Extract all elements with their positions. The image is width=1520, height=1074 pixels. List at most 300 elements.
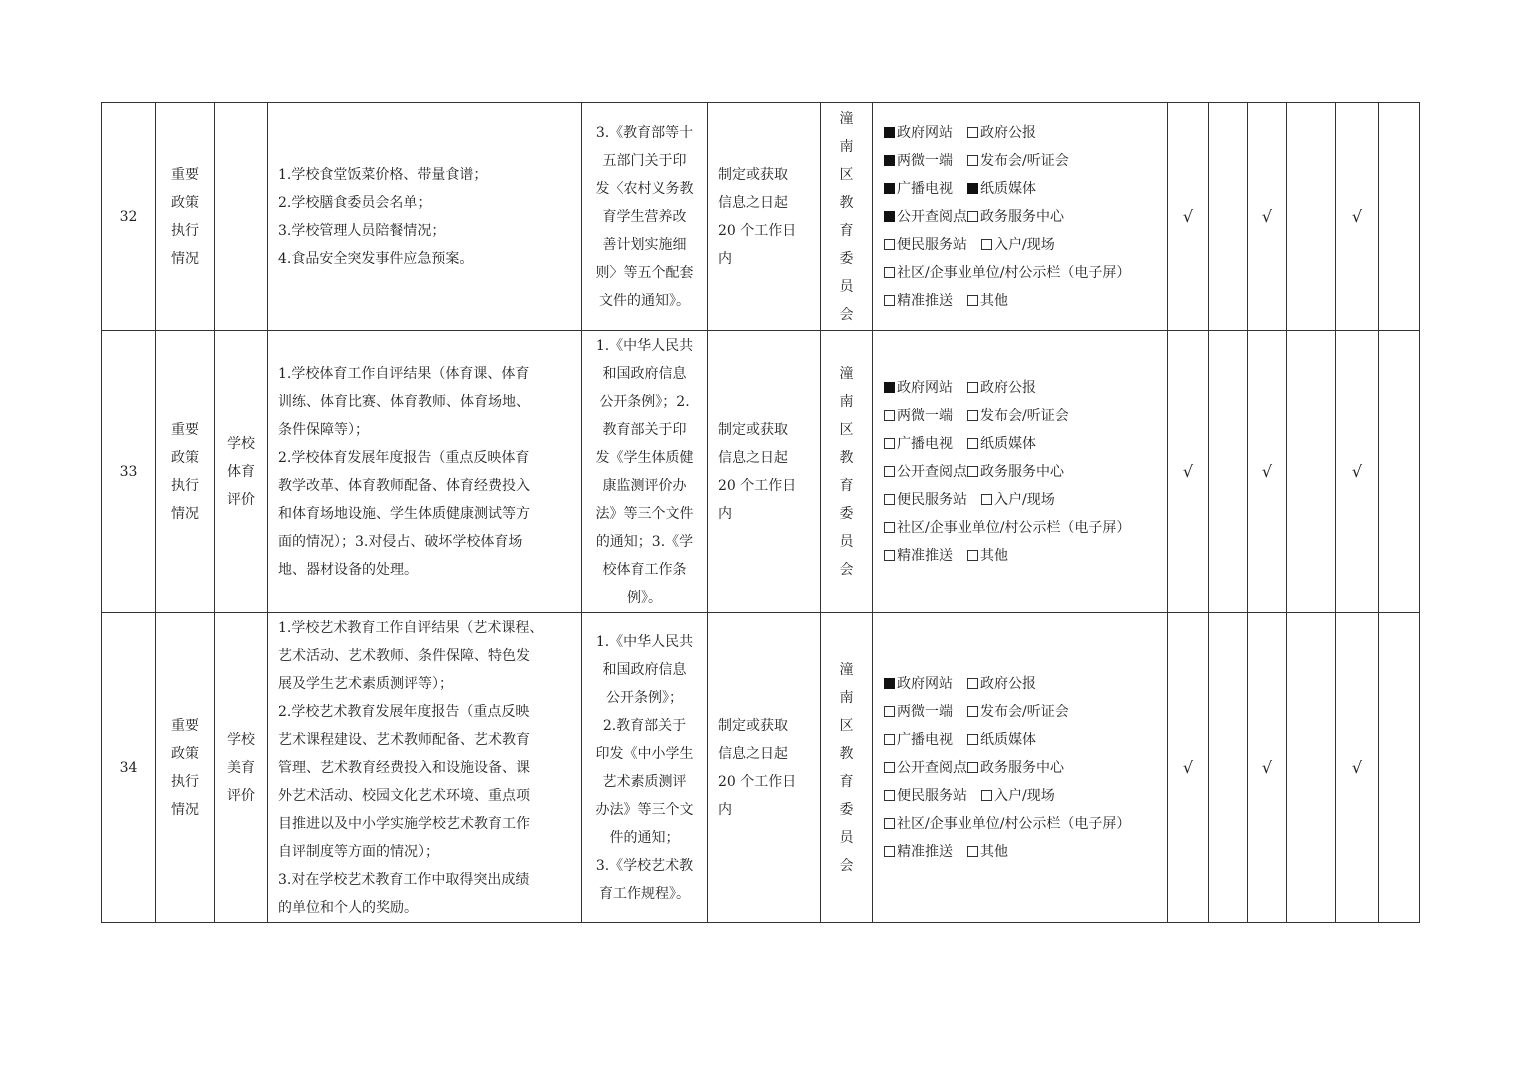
unchecked-box-icon[interactable] — [967, 846, 978, 857]
channel-option[interactable] — [967, 374, 1036, 402]
channel-option[interactable] — [884, 782, 967, 810]
subject-char: 育 — [839, 222, 854, 239]
channel-label: 便民服务站 — [897, 787, 967, 804]
unchecked-box-icon[interactable] — [884, 438, 895, 449]
row-number: 34 — [119, 759, 138, 776]
mark-cell — [1168, 103, 1209, 331]
channel-option[interactable] — [967, 430, 1036, 458]
mark-cell — [1168, 331, 1209, 613]
subject-char: 潼 — [839, 661, 854, 678]
channel-line — [884, 754, 1167, 782]
checkmark: √ — [1351, 206, 1363, 226]
time-line: 信息之日起 — [718, 449, 788, 466]
checkmark: √ — [1261, 461, 1273, 481]
channel-option[interactable] — [884, 810, 1130, 838]
channel-line — [884, 458, 1167, 486]
subject-cell — [821, 103, 873, 331]
checkmark: √ — [1261, 757, 1273, 777]
subject-char: 南 — [839, 138, 854, 155]
channel-option[interactable] — [884, 119, 953, 147]
channel-label: 政府公报 — [980, 379, 1036, 396]
content-line: 2.学校膳食委员会名单； — [278, 194, 432, 211]
channel-label: 公开查阅点 — [897, 759, 967, 776]
unchecked-box-icon[interactable] — [884, 239, 895, 250]
time-limit-cell — [708, 103, 821, 331]
content-line: 1.学校艺术教育工作自评结果（艺术课程、 — [278, 619, 544, 636]
subcategory-cell — [215, 331, 268, 613]
subcategory-line: 体育 — [227, 463, 255, 480]
content-line: 3.学校管理人员陪餐情况； — [278, 222, 446, 239]
time-line: 内 — [718, 250, 732, 267]
category-line: 执行 — [171, 773, 199, 790]
basis-line: 1.《中华人民共 — [595, 337, 694, 354]
channel-label: 公开查阅点 — [897, 463, 967, 480]
content-line: 和体育场地设施、学生体质健康测试等方 — [278, 505, 530, 522]
category-cell — [156, 103, 215, 331]
mark-cell — [1209, 103, 1248, 331]
time-line: 20 个工作日 — [718, 222, 797, 239]
channel-option[interactable] — [884, 203, 967, 231]
channel-option[interactable] — [967, 119, 1036, 147]
channel-option[interactable] — [967, 402, 1069, 430]
unchecked-box-icon[interactable] — [884, 466, 895, 477]
content-line: 训练、体育比赛、体育教师、体育场地、 — [278, 393, 530, 410]
basis-line: 校体育工作条 — [602, 561, 687, 578]
checkmark: √ — [1351, 461, 1363, 481]
channel-option[interactable] — [884, 754, 967, 782]
checked-box-icon[interactable] — [884, 183, 895, 194]
channel-option[interactable] — [884, 698, 953, 726]
channel-line — [884, 542, 1167, 570]
category-line: 重要 — [171, 717, 199, 734]
channel-line — [884, 147, 1167, 175]
basis-line: 2.教育部关于 — [602, 717, 687, 734]
subject-char: 员 — [839, 533, 854, 550]
channel-line — [884, 231, 1167, 259]
basis-line: 康监测评价办 — [602, 477, 687, 494]
basis-line: 发《学生体质健 — [595, 449, 694, 466]
channel-option[interactable] — [884, 838, 953, 866]
channel-option[interactable] — [884, 486, 967, 514]
channel-label: 其他 — [980, 292, 1008, 309]
checkmark: √ — [1182, 757, 1194, 777]
unchecked-box-icon[interactable] — [884, 790, 895, 801]
unchecked-box-icon[interactable] — [884, 494, 895, 505]
category-line: 政策 — [171, 449, 199, 466]
subject-char: 育 — [839, 773, 854, 790]
content-cell — [268, 103, 582, 331]
channel-line — [884, 287, 1167, 315]
channel-label: 精准推送 — [897, 547, 953, 564]
basis-line: 法》等三个文件 — [595, 505, 694, 522]
checked-box-icon[interactable] — [884, 678, 895, 689]
basis-line: 教育部关于印 — [602, 421, 687, 438]
channel-label: 广播电视 — [897, 731, 953, 748]
subject-char: 南 — [839, 689, 854, 706]
basis-cell — [582, 103, 708, 331]
channel-line — [884, 119, 1167, 147]
content-line: 管理、艺术教育经费投入和设施设备、课 — [278, 759, 530, 776]
basis-cell — [582, 331, 708, 613]
checked-box-icon[interactable] — [967, 183, 978, 194]
row-number-cell — [102, 613, 156, 923]
unchecked-box-icon[interactable] — [967, 127, 978, 138]
channel-label: 政府网站 — [897, 675, 953, 692]
content-line: 1.学校体育工作自评结果（体育课、体育 — [278, 365, 530, 382]
row-number-cell — [102, 103, 156, 331]
channel-label: 政务服务中心 — [980, 463, 1064, 480]
basis-line: 和国政府信息 — [602, 661, 687, 678]
mark-cell — [1248, 103, 1287, 331]
content-cell — [268, 331, 582, 613]
content-line: 艺术课程建设、艺术教师配备、艺术教育 — [278, 731, 530, 748]
row-number: 33 — [119, 463, 138, 480]
mark-cell — [1379, 613, 1420, 923]
mark-cell — [1379, 331, 1420, 613]
subcategory-line: 学校 — [227, 731, 255, 748]
subject-char: 区 — [839, 166, 854, 183]
category-cell — [156, 613, 215, 923]
table-row — [102, 103, 1420, 331]
unchecked-box-icon[interactable] — [884, 550, 895, 561]
unchecked-box-icon[interactable] — [967, 678, 978, 689]
mark-cell — [1287, 103, 1336, 331]
category-line: 情况 — [171, 250, 199, 267]
unchecked-box-icon[interactable] — [967, 211, 978, 222]
channel-label: 政务服务中心 — [980, 208, 1064, 225]
disclosure-table — [101, 102, 1420, 923]
unchecked-box-icon[interactable] — [967, 155, 978, 166]
unchecked-box-icon[interactable] — [981, 239, 992, 250]
subcategory-cell — [215, 613, 268, 923]
channel-line — [884, 259, 1167, 287]
basis-line: 印发《中小学生 — [595, 745, 694, 762]
channel-label: 广播电视 — [897, 435, 953, 452]
subject-cell — [821, 331, 873, 613]
category-line: 重要 — [171, 421, 199, 438]
content-line: 2.学校体育发展年度报告（重点反映体育 — [278, 449, 530, 466]
table-row — [102, 613, 1420, 923]
channel-option[interactable] — [884, 458, 967, 486]
checked-box-icon[interactable] — [884, 127, 895, 138]
content-line: 目推进以及中小学实施学校艺术教育工作 — [278, 815, 530, 832]
content-cell — [268, 613, 582, 923]
basis-line: 育学生营养改 — [602, 208, 687, 225]
basis-line: 的通知；3.《学 — [595, 533, 694, 550]
channel-line — [884, 698, 1167, 726]
unchecked-box-icon[interactable] — [884, 522, 895, 533]
channels-cell — [873, 331, 1168, 613]
basis-line: 件的通知； — [609, 829, 680, 846]
channel-option[interactable] — [981, 486, 1055, 514]
channel-option[interactable] — [884, 402, 953, 430]
channel-option[interactable] — [884, 259, 1130, 287]
mark-cell — [1379, 103, 1420, 331]
time-line: 制定或获取 — [718, 717, 788, 734]
subject-char: 委 — [839, 801, 854, 818]
time-limit-cell — [708, 613, 821, 923]
subject-char: 委 — [839, 250, 854, 267]
subject-char: 潼 — [839, 110, 854, 127]
channel-label: 纸质媒体 — [980, 180, 1036, 197]
time-limit-cell — [708, 331, 821, 613]
checkmark: √ — [1351, 757, 1363, 777]
channel-option[interactable] — [884, 287, 953, 315]
channel-label: 纸质媒体 — [980, 731, 1036, 748]
checkmark: √ — [1182, 206, 1194, 226]
basis-line: 发〈农村义务教 — [595, 180, 694, 197]
content-line: 展及学生艺术素质测评等）； — [278, 675, 453, 692]
subject-char: 员 — [839, 829, 854, 846]
channel-option[interactable] — [967, 670, 1036, 698]
channel-label: 便民服务站 — [897, 236, 967, 253]
unchecked-box-icon[interactable] — [884, 762, 895, 773]
channel-option[interactable] — [884, 670, 953, 698]
category-line: 重要 — [171, 166, 199, 183]
content-line: 艺术活动、艺术教师、条件保障、特色发 — [278, 647, 530, 664]
channel-option[interactable] — [884, 430, 953, 458]
channel-option[interactable] — [884, 231, 967, 259]
subcategory-line: 评价 — [227, 491, 255, 508]
time-line: 制定或获取 — [718, 421, 788, 438]
unchecked-box-icon[interactable] — [884, 295, 895, 306]
channel-label: 发布会/听证会 — [980, 703, 1069, 720]
mark-cell — [1209, 331, 1248, 613]
time-line: 内 — [718, 801, 732, 818]
subcategory-line: 美育 — [227, 759, 255, 776]
unchecked-box-icon[interactable] — [967, 295, 978, 306]
channels-cell — [873, 103, 1168, 331]
channel-label: 入户/现场 — [994, 236, 1055, 253]
channel-line — [884, 430, 1167, 458]
channel-label: 社区/企事业单位/村公示栏（电子屏） — [897, 815, 1131, 832]
basis-line: 3.《学校艺术教 — [595, 857, 694, 874]
unchecked-box-icon[interactable] — [884, 734, 895, 745]
channel-line — [884, 810, 1167, 838]
channel-option[interactable] — [884, 147, 953, 175]
subject-char: 区 — [839, 717, 854, 734]
channel-label: 其他 — [980, 547, 1008, 564]
table-row — [102, 331, 1420, 613]
time-line: 内 — [718, 505, 732, 522]
basis-line: 和国政府信息 — [602, 365, 687, 382]
category-line: 政策 — [171, 194, 199, 211]
unchecked-box-icon[interactable] — [884, 267, 895, 278]
channel-label: 便民服务站 — [897, 491, 967, 508]
channel-label: 政府网站 — [897, 379, 953, 396]
mark-cell — [1209, 613, 1248, 923]
mark-cell — [1168, 613, 1209, 923]
row-number-cell — [102, 331, 156, 613]
content-line: 面的情况）；3.对侵占、破坏学校体育场 — [278, 533, 523, 550]
channel-label: 两微一端 — [897, 152, 953, 169]
subject-char: 员 — [839, 278, 854, 295]
content-line: 地、器材设备的处理。 — [278, 561, 418, 578]
content-line: 3.对在学校艺术教育工作中取得突出成绩 — [278, 871, 530, 888]
channel-label: 政府公报 — [980, 124, 1036, 141]
unchecked-box-icon[interactable] — [981, 494, 992, 505]
channel-line — [884, 374, 1167, 402]
channel-option[interactable] — [967, 175, 1036, 203]
row-number: 32 — [119, 208, 138, 225]
channel-label: 广播电视 — [897, 180, 953, 197]
channel-line — [884, 402, 1167, 430]
mark-cell — [1287, 613, 1336, 923]
basis-line: 例》。 — [627, 589, 662, 606]
basis-line: 公开条例》； — [606, 689, 683, 706]
time-line: 20 个工作日 — [718, 773, 797, 790]
unchecked-box-icon[interactable] — [884, 706, 895, 717]
basis-line: 育工作规程》。 — [599, 885, 690, 902]
time-line: 信息之日起 — [718, 745, 788, 762]
channel-option[interactable] — [967, 838, 1008, 866]
channel-option[interactable] — [967, 458, 1064, 486]
unchecked-box-icon[interactable] — [967, 762, 978, 773]
channel-option[interactable] — [967, 698, 1069, 726]
channel-label: 政府公报 — [980, 675, 1036, 692]
subject-char: 教 — [839, 194, 854, 211]
unchecked-box-icon[interactable] — [967, 466, 978, 477]
checkmark: √ — [1182, 461, 1194, 481]
channel-label: 两微一端 — [897, 703, 953, 720]
channel-line — [884, 486, 1167, 514]
channel-label: 入户/现场 — [994, 787, 1055, 804]
channel-line — [884, 670, 1167, 698]
category-line: 情况 — [171, 801, 199, 818]
unchecked-box-icon[interactable] — [884, 846, 895, 857]
unchecked-box-icon[interactable] — [967, 382, 978, 393]
basis-line: 公开条例》；2. — [599, 393, 690, 410]
channel-label: 公开查阅点 — [897, 208, 967, 225]
category-cell — [156, 331, 215, 613]
content-line: 教学改革、体育教师配备、体育经费投入 — [278, 477, 530, 494]
subject-char: 潼 — [839, 365, 854, 382]
channel-line — [884, 838, 1167, 866]
channel-option[interactable] — [884, 374, 953, 402]
channel-option[interactable] — [884, 726, 953, 754]
channel-option[interactable] — [884, 514, 1130, 542]
mark-cell — [1248, 331, 1287, 613]
channel-line — [884, 782, 1167, 810]
time-line: 20 个工作日 — [718, 477, 797, 494]
category-line: 执行 — [171, 222, 199, 239]
mark-cell — [1336, 103, 1379, 331]
category-line: 执行 — [171, 477, 199, 494]
channel-label: 两微一端 — [897, 407, 953, 424]
content-line: 1.学校食堂饭菜价格、带量食谱； — [278, 166, 488, 183]
channel-label: 发布会/听证会 — [980, 407, 1069, 424]
channel-option[interactable] — [967, 203, 1064, 231]
channel-option[interactable] — [967, 287, 1008, 315]
subject-char: 会 — [839, 857, 854, 874]
channel-option[interactable] — [967, 147, 1069, 175]
channel-label: 政府网站 — [897, 124, 953, 141]
subject-cell — [821, 613, 873, 923]
checkmark: √ — [1261, 206, 1273, 226]
basis-line: 五部门关于印 — [602, 152, 687, 169]
subcategory-cell — [215, 103, 268, 331]
channel-label: 政务服务中心 — [980, 759, 1064, 776]
channel-option[interactable] — [967, 726, 1036, 754]
subject-char: 南 — [839, 393, 854, 410]
category-line: 情况 — [171, 505, 199, 522]
channel-label: 社区/企事业单位/村公示栏（电子屏） — [897, 519, 1131, 536]
content-line: 的单位和个人的奖励。 — [278, 899, 418, 916]
mark-cell — [1336, 331, 1379, 613]
basis-line: 3.《教育部等十 — [595, 124, 694, 141]
channel-label: 其他 — [980, 843, 1008, 860]
channel-label: 社区/企事业单位/村公示栏（电子屏） — [897, 264, 1131, 281]
subcategory-line: 学校 — [227, 435, 255, 452]
unchecked-box-icon[interactable] — [884, 818, 895, 829]
subject-char: 区 — [839, 421, 854, 438]
channel-option[interactable] — [981, 782, 1055, 810]
channel-line — [884, 203, 1167, 231]
channel-option[interactable] — [884, 175, 953, 203]
basis-line: 艺术素质测评 — [602, 773, 687, 790]
subject-char: 教 — [839, 449, 854, 466]
subject-char: 育 — [839, 477, 854, 494]
channel-line — [884, 514, 1167, 542]
channel-option[interactable] — [967, 542, 1008, 570]
channel-label: 发布会/听证会 — [980, 152, 1069, 169]
basis-line: 则〉等五个配套 — [595, 264, 694, 281]
channels-cell — [873, 613, 1168, 923]
channel-option[interactable] — [981, 231, 1055, 259]
unchecked-box-icon[interactable] — [967, 550, 978, 561]
content-line: 条件保障等）； — [278, 421, 369, 438]
unchecked-box-icon[interactable] — [884, 410, 895, 421]
channel-label: 纸质媒体 — [980, 435, 1036, 452]
basis-cell — [582, 613, 708, 923]
content-line: 2.学校艺术教育发展年度报告（重点反映 — [278, 703, 530, 720]
subject-char: 会 — [839, 306, 854, 323]
checked-box-icon[interactable] — [884, 382, 895, 393]
unchecked-box-icon[interactable] — [967, 438, 978, 449]
time-line: 信息之日起 — [718, 194, 788, 211]
checked-box-icon[interactable] — [884, 211, 895, 222]
channel-label: 精准推送 — [897, 843, 953, 860]
mark-cell — [1336, 613, 1379, 923]
channel-option[interactable] — [967, 754, 1064, 782]
category-line: 政策 — [171, 745, 199, 762]
unchecked-box-icon[interactable] — [981, 790, 992, 801]
mark-cell — [1248, 613, 1287, 923]
content-line: 自评制度等方面的情况）； — [278, 843, 439, 860]
channel-label: 入户/现场 — [994, 491, 1055, 508]
channel-line — [884, 726, 1167, 754]
unchecked-box-icon[interactable] — [967, 706, 978, 717]
content-line: 外艺术活动、校园文化艺术环境、重点项 — [278, 787, 530, 804]
basis-line: 1.《中华人民共 — [595, 633, 694, 650]
subcategory-line: 评价 — [227, 787, 255, 804]
channel-line — [884, 175, 1167, 203]
unchecked-box-icon[interactable] — [967, 410, 978, 421]
subject-char: 会 — [839, 561, 854, 578]
channel-option[interactable] — [884, 542, 953, 570]
subject-char: 委 — [839, 505, 854, 522]
checked-box-icon[interactable] — [884, 155, 895, 166]
basis-line: 文件的通知》。 — [599, 292, 690, 309]
mark-cell — [1287, 331, 1336, 613]
subject-char: 教 — [839, 745, 854, 762]
unchecked-box-icon[interactable] — [967, 734, 978, 745]
channel-label: 精准推送 — [897, 292, 953, 309]
content-line: 4.食品安全突发事件应急预案。 — [278, 250, 474, 267]
basis-line: 善计划实施细 — [602, 236, 687, 253]
basis-line: 办法》等三个文 — [595, 801, 694, 818]
time-line: 制定或获取 — [718, 166, 788, 183]
